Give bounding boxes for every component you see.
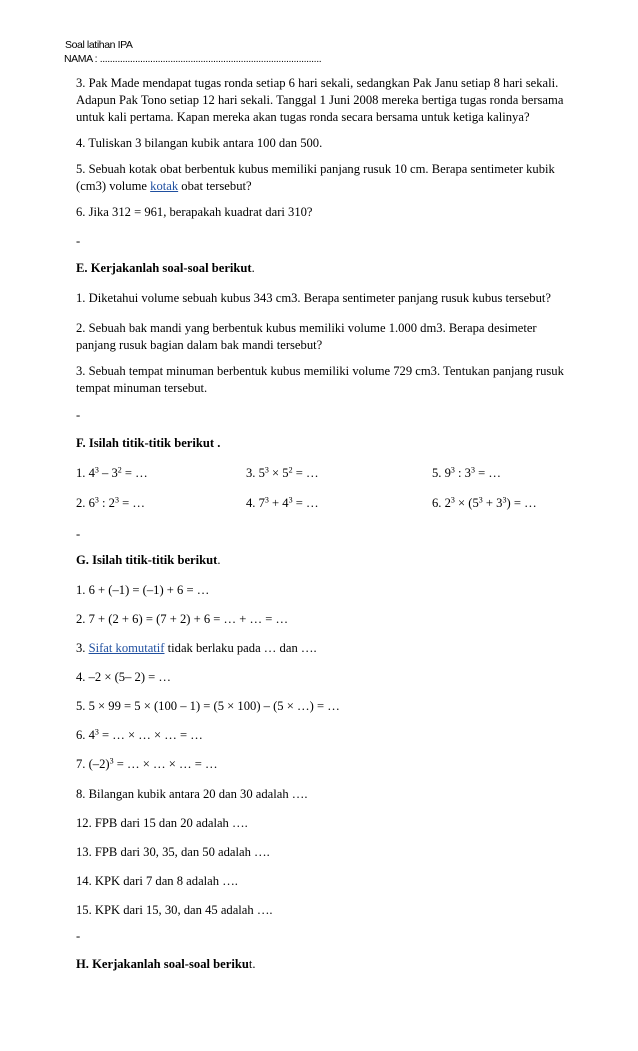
section-f-item-3: 3. $5^3 \times 5^2$ = … xyxy=(246,465,319,480)
section-g-item-14: 14. KPK dari 7 dan 8 adalah …. xyxy=(76,874,238,888)
question-5-line-1: 5. Sebuah kotak obat berbentuk kubus memiliki panjang rusuk 10 cm. Berapa sentimeter kubik xyxy=(76,162,555,176)
question-3-line-3: untuk kali pertama. Kapan mereka akan tugas ronda secara bersama untuk ketiga kalinya? xyxy=(76,110,530,124)
section-f-title: F. Isilah titik-titik berikut . xyxy=(76,436,221,450)
section-f-item-6: 6. $2^3 \times (5^3 + 3^3)$ = … xyxy=(432,495,537,510)
section-g-item-1: 1. 6 + (–1) = (–1) + 6 = … xyxy=(76,583,210,597)
section-h-title: H. Kerjakanlah soal-soal berikut. xyxy=(76,957,256,971)
question-3-line-1: 3. Pak Made mendapat tugas ronda setiap 6 hari sekali, sedangkan Pak Janu setiap 8 hari sekali. xyxy=(76,76,559,90)
section-f-item-2: 2. $6^3$ : $2^3$ = … xyxy=(76,495,145,510)
section-g-item-3: 3. Sifat komutatif tidak berlaku pada … dan …. xyxy=(76,641,317,655)
section-f-item-1: 1. $4^3 - 3^2$ = … xyxy=(76,465,148,480)
question-6: 6. Jika 312 = 961, berapakah kuadrat dari 310? xyxy=(76,205,313,219)
section-g-item-2: 2. 7 + (2 + 6) = (7 + 2) + 6 = … + … = … xyxy=(76,612,289,626)
section-e-question-1: 1. Diketahui volume sebuah kubus 343 cm3. Berapa sentimeter panjang rusuk kubus tersebut? xyxy=(76,291,551,305)
sifat-komutatif-link[interactable]: Sifat komutatif xyxy=(88,641,165,655)
separator-dash: - xyxy=(76,527,81,541)
question-5-line-2: (cm3) volume kotak obat tersebut? xyxy=(76,179,252,193)
kotak-link[interactable]: kotak xyxy=(150,179,179,193)
section-g-item-12: 12. FPB dari 15 dan 20 adalah …. xyxy=(76,816,248,830)
section-g-item-8: 8. Bilangan kubik antara 20 dan 30 adalah …. xyxy=(76,787,308,801)
separator-dash: - xyxy=(76,929,81,943)
section-g-item-7: 7. $(-2)^3$ = … × … × … = … xyxy=(76,756,218,771)
separator-dash: - xyxy=(76,408,81,422)
section-g-item-5: 5. 5 × 99 = 5 × (100 – 1) = (5 × 100) – (5 × …) = … xyxy=(76,699,340,713)
section-g-item-6: 6. $4^3$ = … × … × … = … xyxy=(76,727,203,742)
question-3-line-2: Adapun Pak Tono setiap 12 hari sekali. Tanggal 1 Juni 2008 mereka bertiga tugas ronda bersama xyxy=(76,93,564,107)
header-title: Soal latihan IPA xyxy=(65,39,133,51)
section-e-question-3-line-2: tempat minuman tersebut. xyxy=(76,381,208,395)
section-f-item-4: 4. $7^3 + 4^3$ = … xyxy=(246,495,319,510)
section-e-title: E. Kerjakanlah soal-soal berikut. xyxy=(76,261,255,275)
section-f-item-5: 5. $9^3$ : $3^3$ = … xyxy=(432,465,501,480)
section-g-item-13: 13. FPB dari 30, 35, dan 50 adalah …. xyxy=(76,845,270,859)
section-e-question-2-line-1: 2. Sebuah bak mandi yang berbentuk kubus memiliki volume 1.000 dm3. Berapa desimeter xyxy=(76,321,537,335)
section-e-question-2-line-2: panjang rusuk bagian dalam bak mandi tersebut? xyxy=(76,338,323,352)
section-g-item-4: 4. –2 × (5– 2) = … xyxy=(76,670,172,684)
section-e-question-3-line-1: 3. Sebuah tempat minuman berbentuk kubus memiliki volume 729 cm3. Tentukan panjang rusuk xyxy=(76,364,564,378)
header-name-field: NAMA : ........................................................................................ xyxy=(64,53,322,65)
separator-dash: - xyxy=(76,234,81,248)
section-g-title: G. Isilah titik-titik berikut. xyxy=(76,553,221,567)
question-4: 4. Tuliskan 3 bilangan kubik antara 100 dan 500. xyxy=(76,136,323,150)
section-g-item-15: 15. KPK dari 15, 30, dan 45 adalah …. xyxy=(76,903,273,917)
